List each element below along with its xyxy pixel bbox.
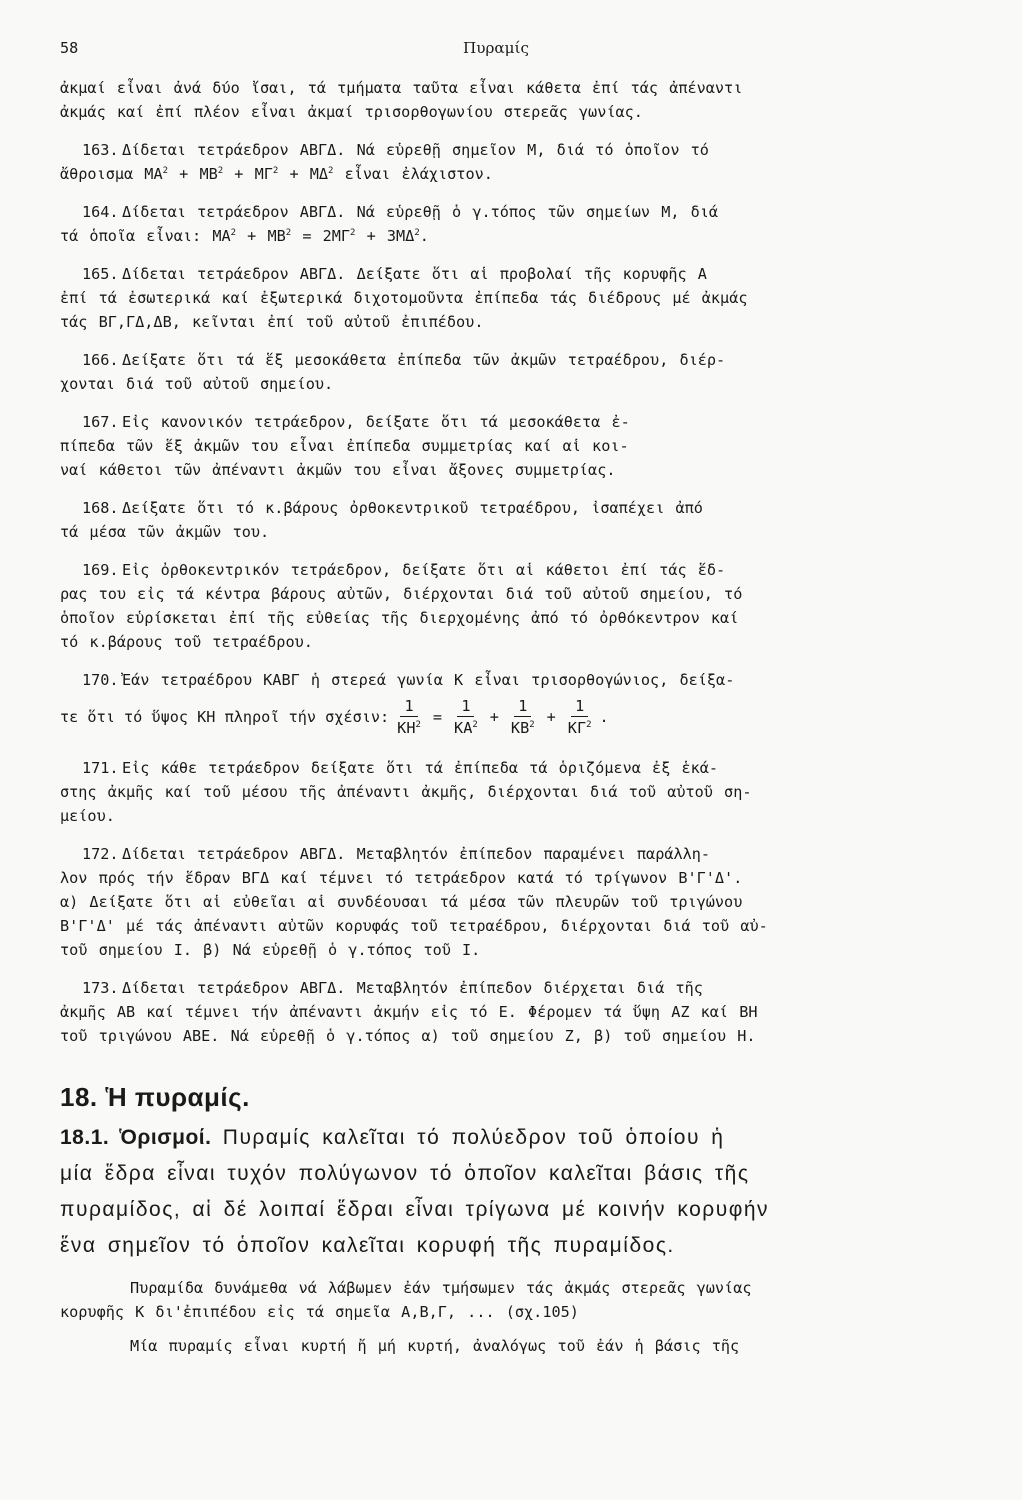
fraction-ka: $\frac{1}{KA^2}$ <box>454 696 478 737</box>
problem-line: τό κ.βάρους τοῦ τετραέδρου. <box>60 633 313 651</box>
problem-number: 170. <box>82 671 119 689</box>
problem-169 <box>60 558 932 654</box>
problem-line: Δίδεται τετράεδρον ΑΒΓΔ. Νά εὑρεθῇ σημεῖον Μ, διά τό ὁποῖον τό <box>122 141 709 159</box>
problem-line: Δείξατε ὅτι τό κ.βάρους ὀρθοκεντρικοῦ τετραέδρου, ἰσαπέχει ἀπό <box>122 499 703 517</box>
paragraph-line: Μία πυραμίς εἶναι κυρτή ἤ μή κυρτή, ἀναλόγως τοῦ ἐάν ἡ βάσις τῆς <box>130 1337 740 1355</box>
equation-prefix: τε ὅτι τό ὕψος ΚΗ πληροῖ τήν σχέσιν: <box>60 708 390 726</box>
fraction-kg: $\frac{1}{K\Gamma^2}$ <box>567 696 592 737</box>
problem-line: Δίδεται τετράεδρον ΑΒΓΔ. Μεταβλητόν ἐπίπεδον διέρχεται διά τῆς <box>122 979 703 997</box>
intro-paragraph <box>60 76 932 124</box>
problem-170 <box>60 668 932 742</box>
problem-line: Εἰς κανονικόν τετράεδρον, δείξατε ὅτι τά μεσοκάθετα ἐ- <box>122 413 630 431</box>
problem-line: τά μέσα τῶν ἀκμῶν του. <box>60 523 270 541</box>
formula-prefix: τά ὁποῖα εἶναι: <box>60 227 213 245</box>
problem-164 <box>60 200 932 248</box>
fraction-kh: $\frac{1}{KH^2}$ <box>397 696 421 737</box>
problem-line: τοῦ σημείου Ι. β) Νά εὑρεθῇ ὁ γ.τόπος τοῦ Ι. <box>60 941 481 959</box>
definition-line: Πυραμίς καλεῖται τό πολύεδρον τοῦ ὁποίου ἡ <box>211 1126 725 1149</box>
problem-167 <box>60 410 932 482</box>
fraction-kb: $\frac{1}{KB^2}$ <box>510 696 535 737</box>
problem-165 <box>60 262 932 334</box>
problem-number: 163. <box>82 141 119 159</box>
problem-166 <box>60 348 932 396</box>
formula-suffix: . <box>419 227 429 245</box>
problem-line: Δίδεται τετράεδρον ΑΒΓΔ. Δείξατε ὅτι αἱ προβολαί τῆς κορυφῆς Α <box>122 265 707 283</box>
problem-line: Εἰς ὀρθοκεντρικόν τετράεδρον, δείξατε ὅτι αἱ κάθετοι ἐπί τάς ἕδ- <box>122 561 726 579</box>
definition-line: ἕνα σημεῖον τό ὁποῖον καλεῖται κορυφή τῆς πυραμίδος. <box>60 1234 675 1257</box>
problem-line: α) Δείξατε ὅτι αἱ εὐθεῖαι αἱ συνδέουσαι τά μέσα τῶν πλευρῶν τοῦ τριγώνου <box>60 893 743 911</box>
problem-171 <box>60 756 932 828</box>
problem-line: Δίδεται τετράεδρον ΑΒΓΔ. Μεταβλητόν ἐπίπεδον παραμένει παράλλη- <box>122 845 711 863</box>
paragraph-line: κορυφῆς Κ δι'ἐπιπέδου εἰς τά σημεῖα Α,Β,Γ, ... (σχ.105) <box>60 1303 579 1321</box>
problem-number: 169. <box>82 561 119 579</box>
problem-line: στης ἀκμῆς καί τοῦ μέσου τῆς ἀπέναντι ἀκμῆς, διέρχονται διά τοῦ αὐτοῦ ση- <box>60 783 752 801</box>
equation-end: . <box>599 708 609 726</box>
formula: $MA^2 + MB^2 + M\Gamma^2 + M\Delta^2$ <box>144 165 334 183</box>
definition-line: μία ἕδρα εἶναι τυχόν πολύγωνον τό ὁποῖον καλεῖται βάσις τῆς <box>60 1162 750 1185</box>
problem-line: Β'Γ'Δ' μέ τάς ἀπέναντι αὐτῶν κορυφάς τοῦ τετραέδρου, διέρχονται διά τοῦ αὐ- <box>60 917 768 935</box>
problem-number: 165. <box>82 265 119 283</box>
problem-line: Ἐάν τετραέδρου ΚΑΒΓ ἡ στερεά γωνία Κ εἶναι τρισορθογώνιος, δείξα- <box>122 671 735 689</box>
problem-168 <box>60 496 932 544</box>
problem-line: ἐπί τά ἐσωτερικά καί ἐξωτερικά διχοτομοῦντα ἐπίπεδα τάς διέδρους μέ ἀκμάς <box>60 289 748 307</box>
problem-line: ναί κάθετοι τῶν ἀπέναντι ἀκμῶν του εἶναι ἄξονες συμμετρίας. <box>60 461 616 479</box>
formula-prefix: ἄθροισμα <box>60 165 145 183</box>
problem-line: χονται διά τοῦ αὐτοῦ σημείου. <box>60 375 334 393</box>
problem-line: πίπεδα τῶν ἕξ ἀκμῶν του εἶναι ἐπίπεδα συμμετρίας καί αἱ κοι- <box>60 437 629 455</box>
pyramid-construction-paragraph <box>60 1276 932 1324</box>
problem-173 <box>60 976 932 1048</box>
problem-line: λον πρός τήν ἕδραν ΒΓΔ καί τέμνει τό τετράεδρον κατά τό τρίγωνον Β'Γ'Δ'. <box>60 869 743 887</box>
problem-line: τάς ΒΓ,ΓΔ,ΔΒ, κεῖνται ἐπί τοῦ αὐτοῦ ἐπιπέδου. <box>60 313 484 331</box>
subsection-label: 18.1. Ὁρισμοί. <box>60 1126 212 1149</box>
section-title: 18. Ἡ πυραμίς. <box>60 1082 250 1112</box>
paragraph-line: Πυραμίδα δυνάμεθα νά λάβωμεν ἐάν τμήσωμεν τάς ἀκμάς στερεᾶς γωνίας <box>130 1279 752 1297</box>
problem-line: ρας του εἰς τά κέντρα βάρους αὐτῶν, διέρχονται διά τοῦ αὐτοῦ σημείου, τό <box>60 585 743 603</box>
page-content <box>60 76 932 1358</box>
problem-number: 172. <box>82 845 119 863</box>
problem-number: 168. <box>82 499 119 517</box>
intro-line: ἀκμάς καί ἐπί πλέον εἶναι ἀκμαί τρισορθογωνίου στερεᾶς γωνίας. <box>60 103 643 121</box>
problem-number: 167. <box>82 413 119 431</box>
page-header <box>60 36 932 60</box>
problem-line: Δείξατε ὅτι τά ἕξ μεσοκάθετα ἐπίπεδα τῶν ἀκμῶν τετραέδρου, διέρ- <box>122 351 726 369</box>
page-number: 58 <box>60 39 79 57</box>
problem-number: 173. <box>82 979 119 997</box>
problem-line: Εἰς κάθε τετράεδρον δείξατε ὅτι τά ἐπίπεδα τά ὁριζόμενα ἐξ ἑκά- <box>122 759 719 777</box>
plus-sign: + <box>546 708 556 726</box>
problem-line: Δίδεται τετράεδρον ΑΒΓΔ. Νά εὑρεθῇ ὁ γ.τόπος τῶν σημείων Μ, διά <box>122 203 719 221</box>
problem-line: ἀκμῆς ΑΒ καί τέμνει τήν ἀπέναντι ἀκμήν εἰς τό Ε. Φέρομεν τά ὕψη ΑΖ καί ΒΗ <box>60 1003 758 1021</box>
problem-172 <box>60 842 932 962</box>
problem-number: 166. <box>82 351 119 369</box>
formula-suffix: εἶναι ἐλάχιστον. <box>333 165 493 183</box>
problem-line: μείου. <box>60 807 115 825</box>
problem-line: τοῦ τριγώνου ΑΒΕ. Νά εὑρεθῇ ὁ γ.τόπος α) τοῦ σημείου Ζ, β) τοῦ σημείου Η. <box>60 1027 756 1045</box>
equation-line <box>60 692 932 742</box>
running-title: Πυραμίς <box>463 39 529 57</box>
convexity-paragraph <box>60 1334 932 1358</box>
equals-sign: = <box>432 708 443 726</box>
definition-line: πυραμίδος, αἱ δέ λοιπαί ἕδραι εἶναι τρίγωνα μέ κοινήν κορυφήν <box>60 1198 769 1221</box>
plus-sign: + <box>489 708 499 726</box>
problem-number: 164. <box>82 203 119 221</box>
intro-line: ἀκμαί εἶναι ἀνά δύο ἴσαι, τά τμήματα ταῦτα εἶναι κάθετα ἐπί τάς ἀπέναντι <box>60 79 743 97</box>
problem-163 <box>60 138 932 186</box>
formula: $MA^2 + MB^2 = 2M\Gamma^2 + 3M\Delta^2$ <box>212 227 420 245</box>
problem-line: ὁποῖον εὑρίσκεται ἐπί τῆς εὐθείας τῆς διερχομένης ἀπό τό ὀρθόκεντρον καί <box>60 609 739 627</box>
problem-number: 171. <box>82 759 119 777</box>
definition-paragraph <box>60 1120 932 1264</box>
